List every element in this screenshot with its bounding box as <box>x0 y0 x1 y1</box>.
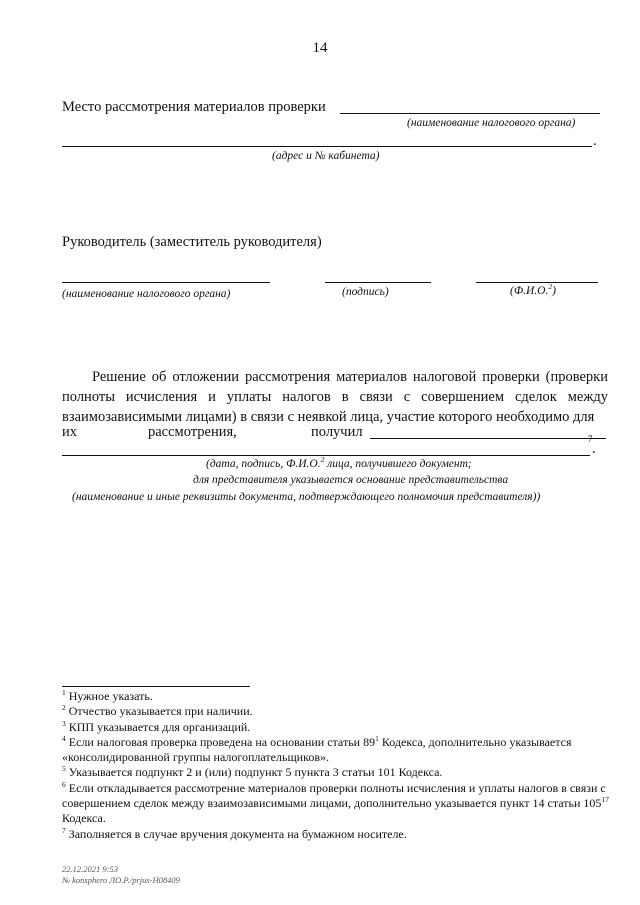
decision-caption-1-sup: 2 <box>320 455 325 465</box>
page-number: 14 <box>312 40 328 56</box>
footnote-7-text: Заполняется в случае вручения документа на бумажном носителе. <box>65 826 407 841</box>
footnote-7-mark: 7 <box>62 825 66 835</box>
decision-caption-1a: (дата, подпись, Ф.И.О. <box>206 458 321 470</box>
head-authority-caption: (наименование налогового органа) <box>62 288 231 300</box>
footnote-6-text-b: Кодекса. <box>62 811 106 826</box>
footnote-1-mark: 1 <box>62 688 66 697</box>
footnote-4-text-a: Если налоговая проверка проведена на основании статьи 89 <box>65 734 376 749</box>
head-name-caption-close: ) <box>552 285 556 297</box>
head-name-caption-text: (Ф.И.О. <box>510 285 549 297</box>
decision-word-review: рассмотрения, <box>148 424 237 440</box>
footnote-2-mark: 2 <box>62 703 66 713</box>
footnote-4-mark: 4 <box>62 733 66 743</box>
footnote-5-mark: 5 <box>62 764 66 774</box>
footnote-5 <box>62 765 618 780</box>
footnote-6-text-a: Если откладывается рассмотрение материалов проверки полноты исчисления и уплаты налогов в связи с совершением сделок между взаимозависимыми лицами, дополнительно указывается пункт 14 статьи 105 <box>62 780 606 811</box>
venue-authority-caption: (наименование налогового органа) <box>407 117 576 129</box>
decision-text <box>62 367 608 427</box>
footnote-4 <box>62 735 618 766</box>
decision-caption-1b: лица, получившего документ; <box>324 458 472 470</box>
decision-word-their: их <box>62 424 78 440</box>
footnote-4-text-b: Кодекса, дополнительно указывается «консолидированной группы налогоплательщиков». <box>62 734 572 765</box>
footnote-5-text: Указывается подпункт 2 и (или) подпункт 5 пункта 3 статьи 101 Кодекса. <box>65 765 443 780</box>
footnote-2-text: Отчество указывается при наличии. <box>65 704 253 719</box>
venue-label: Место рассмотрения материалов проверки <box>62 99 326 115</box>
footnote-1 <box>62 689 618 704</box>
head-name-caption-sup: 2 <box>548 282 553 292</box>
decision-caption-3: (наименование и иные реквизиты документа, подтверждающего полномочия представителя)) <box>72 491 541 503</box>
decision-period: . <box>592 441 596 457</box>
footnote-6-sup: 17 <box>601 795 609 805</box>
footnote-1-text: Нужное указать. <box>65 689 153 703</box>
venue-address-line[interactable] <box>62 146 592 147</box>
head-signature-caption: (подпись) <box>342 286 389 298</box>
head-name-caption <box>510 282 556 297</box>
venue-authority-line[interactable] <box>340 113 600 114</box>
footnote-6 <box>62 781 618 827</box>
decision-caption-1 <box>206 455 472 470</box>
footnote-3 <box>62 720 618 735</box>
footnote-2 <box>62 704 618 719</box>
venue-period: . <box>593 133 597 149</box>
footnote-7 <box>62 827 618 842</box>
head-name-line[interactable] <box>476 282 598 283</box>
decision-caption-2: для представителя указывается основание представительства <box>193 474 509 486</box>
footnotes <box>62 689 618 842</box>
stamp-code: № konsphero ЛО.Р./prjus-H08409 <box>62 875 180 885</box>
footnote-4-sup: 1 <box>375 733 379 743</box>
decision-received-line[interactable] <box>370 438 606 439</box>
decision-footnote-mark: 7 <box>588 434 593 444</box>
footnote-separator <box>62 686 250 687</box>
head-authority-line[interactable] <box>62 282 270 283</box>
footnote-3-text: КПП указывается для организаций. <box>65 719 251 734</box>
head-signature-line[interactable] <box>325 282 431 283</box>
head-title: Руководитель (заместитель руководителя) <box>62 234 322 250</box>
footnote-6-mark: 6 <box>62 779 66 789</box>
decision-word-received: получил <box>311 424 363 440</box>
stamp-date: 22.12.2021 9:53 <box>62 864 118 874</box>
footnote-3-mark: 3 <box>62 718 66 728</box>
decision-paragraph: Решение об отложении рассмотрения материалов налоговой проверки (проверки полноты исчисления и уплаты налогов в связи с совершением сделок между взаимозависимыми лицами) в связи с неявкой лица, участие которого необходимо для <box>62 369 608 425</box>
decision-receiver-line[interactable] <box>62 455 590 456</box>
venue-address-caption: (адрес и № кабинета) <box>272 150 380 162</box>
